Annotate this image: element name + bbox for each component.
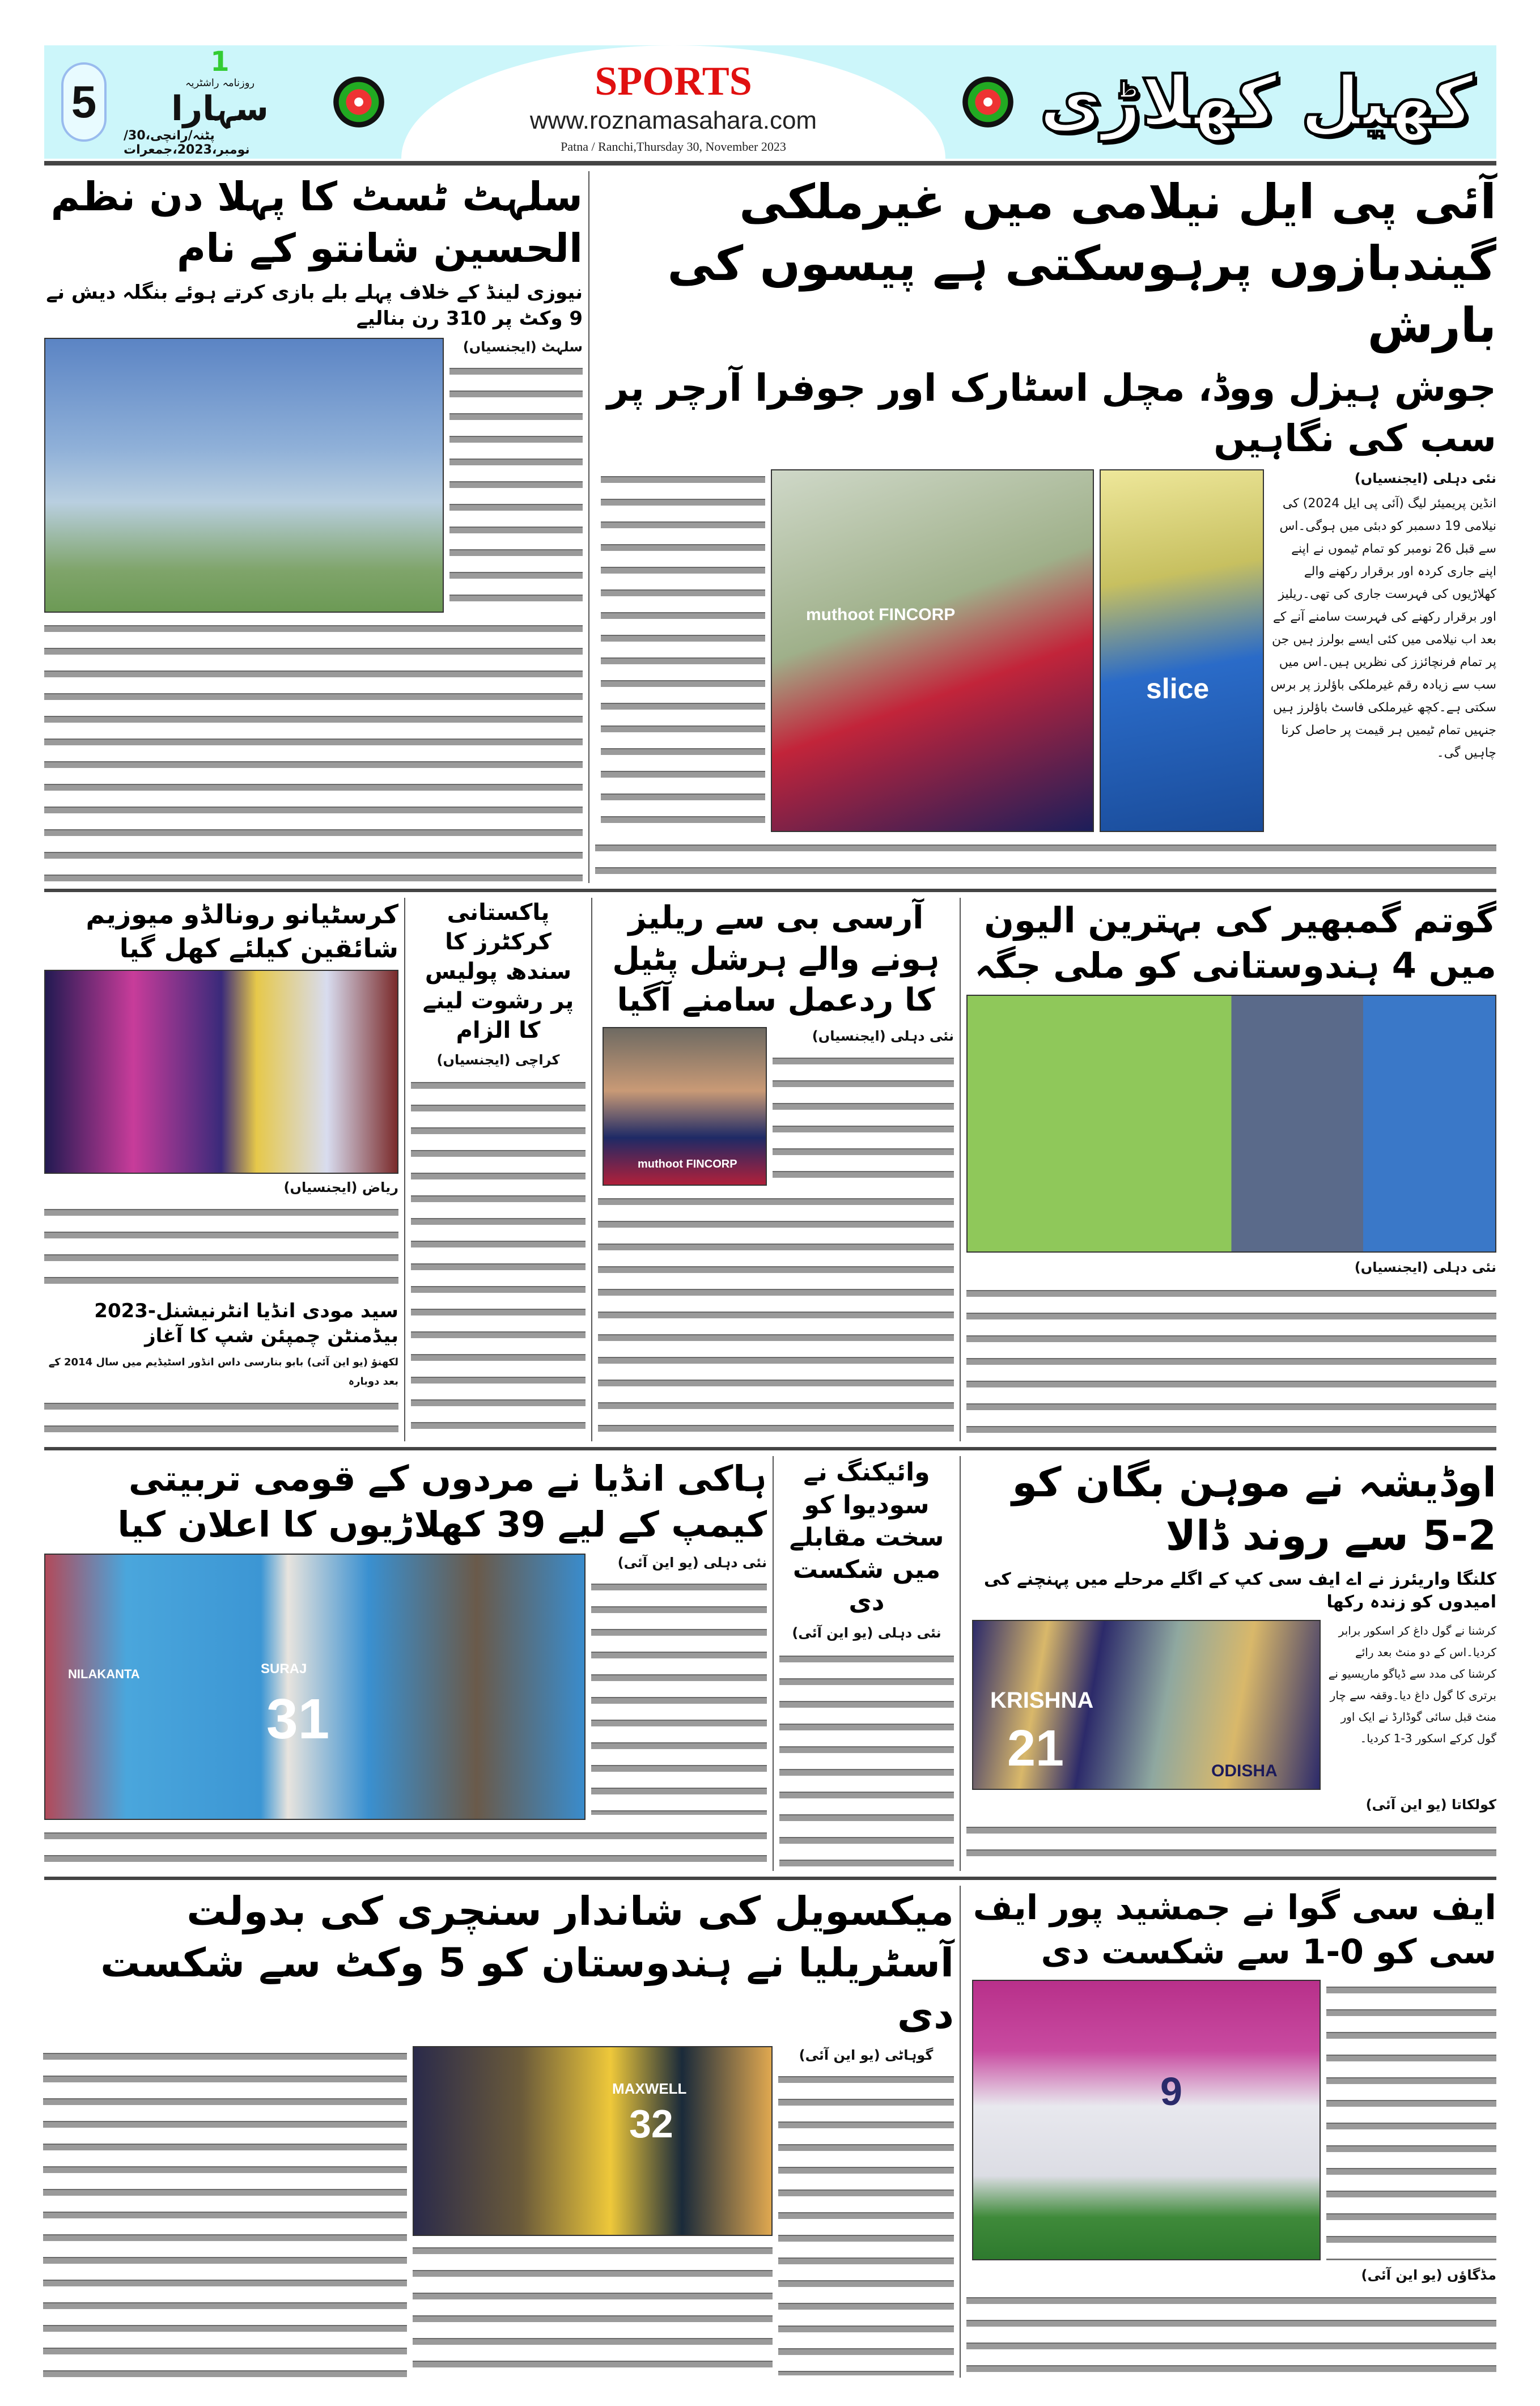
emblem-icon [962, 77, 1013, 128]
article-text-lines [591, 1577, 767, 1815]
article-text-lines [44, 1202, 398, 1293]
article-text-lines [779, 1649, 954, 1871]
emblem-icon [333, 77, 384, 128]
photo-jersey-text: muthoot FINCORP [806, 605, 956, 624]
photo-jersey-text: ODISHA [1211, 1761, 1278, 1780]
dateline: کراچی (ایجنسیاں) [436, 1051, 560, 1068]
article-ronaldo-museum [44, 898, 398, 1293]
photo-harshal-patel [603, 1027, 767, 1186]
photo-jersey-number: 21 [1007, 1720, 1064, 1777]
article-text-lines [44, 1396, 398, 1441]
article-hockey-india [44, 1456, 774, 1870]
article-text-lines [449, 361, 583, 605]
photo-jersey-text: MAXWELL [612, 2080, 687, 2097]
article-text-lines [413, 2240, 773, 2377]
photo-fc-goa [972, 1980, 1321, 2260]
left-column [44, 898, 405, 1442]
article-ipl-auction [589, 171, 1496, 883]
dateline: نئی دہلی (یو این آئی) [617, 1554, 767, 1571]
news-row [44, 889, 1496, 1448]
website-link[interactable]: www.roznamasahara.com [529, 106, 817, 134]
logo-prefix: روزنامہ راشٹریہ [185, 77, 255, 90]
masthead [44, 45, 1496, 159]
dateline: ریاض (ایجنسیاں) [283, 1179, 398, 1196]
article-maxwell-century [44, 1886, 961, 2378]
article-text-lines [778, 2069, 954, 2375]
article-vijayanagar [774, 1456, 961, 1870]
article-odisha-fc [961, 1456, 1496, 1870]
headline: سلہٹ ٹسٹ کا پہلا دن نظم الحسین شانتو کے نام [50, 173, 583, 271]
dateline: نئی دہلی (یو این آئی) [792, 1625, 941, 1641]
article-text-lines [598, 1191, 954, 1441]
article-syed-modi-badminton [44, 1299, 398, 1441]
article-body: لکھنؤ (یو این آئی) بابو بنارسی داس انڈور اسٹیڈیم میں سال 2014 کے بعد دوبارہ [48, 1356, 398, 1388]
article-fc-goa [961, 1886, 1496, 2378]
photo-hockey-team [44, 1554, 586, 1820]
photo-maxwell [413, 2046, 773, 2236]
photo-jersey-number: 31 [266, 1687, 330, 1751]
section-title-urdu: کھیل کھلاڑی [1039, 62, 1474, 141]
photo-hazlewood [771, 469, 1094, 832]
photo-gambhir [966, 995, 1496, 1253]
page-number: 5 [61, 62, 107, 142]
article-text-lines [966, 1283, 1496, 1442]
newspaper-logo [124, 46, 316, 157]
subheadline: جوش ہیزل ووڈ، مچل اسٹارک اور جوفرا آرچر پر سب کی نگاہیں [606, 366, 1496, 460]
section-title: SPORTS [595, 58, 752, 104]
article-sylhet-test [44, 171, 589, 883]
subheadline: نیوزی لینڈ کے خلاف پہلے بلے بازی کرتے ہوئے بنگلہ دیش نے 9 وکٹ پر 310 رن بنالیے [46, 281, 583, 330]
article-text-lines [966, 1820, 1496, 1870]
article-text-lines [44, 1826, 767, 1871]
headline: گوتم گمبھیر کی بہترین الیون میں 4 ہندوستانی کو ملی جگہ [974, 899, 1496, 987]
article-text-lines [44, 618, 583, 883]
headline: میکسویل کی شاندار سنچری کی بدولت آسٹریلیا نے ہندوستان کو 5 وکٹ سے شکست دی [100, 1887, 954, 2038]
photo-jersey-text: NILAKANTA [68, 1666, 140, 1681]
dateline: کولکاتا (یو این آئی) [1365, 1796, 1496, 1813]
photo-jersey-number: 32 [629, 2101, 673, 2146]
logo-name: سہارا [171, 89, 269, 129]
photo-jersey-text: slice [1146, 672, 1210, 705]
news-row [44, 1877, 1496, 2383]
article-gambhir [961, 898, 1496, 1442]
article-text-lines [595, 838, 1496, 883]
headline: آرسی بی سے ریلیز ہونے والے ہرشل پٹیل کا ردعمل سامنے آگیا [612, 899, 940, 1019]
dateline: سلہٹ (ایجنسیاں) [463, 338, 583, 355]
edition-date: Patna / Ranchi,Thursday 30, November 2023 [561, 139, 786, 154]
photo-ronaldo-museum [44, 970, 398, 1174]
article-harshal-patel [592, 898, 961, 1442]
subheadline: کلنگا واریئرز نے اے ایف سی کپ کے اگلے مرحلے میں پہنچنے کی امیدوں کو زندہ رکھا [983, 1569, 1496, 1612]
headline: وائیکنگ نے سودیوا کو سخت مقابلے میں شکست دی [789, 1458, 944, 1617]
dateline: نئی دہلی (ایجنسیاں) [812, 1028, 954, 1045]
photo-odisha-fc [972, 1620, 1321, 1790]
dateline: مڈگاؤں (یو این آئی) [1361, 2267, 1496, 2283]
article-pakistan-cricketers [405, 898, 592, 1442]
photo-archer [1100, 469, 1264, 832]
headline: ہاکی انڈیا نے مردوں کے قومی تربیتی کیمپ کے لیے 39 کھلاڑیوں کا اعلان کیا [117, 1458, 767, 1545]
masthead-center [401, 45, 945, 159]
logo-numeral: 1 [210, 46, 230, 78]
article-text-lines [601, 469, 765, 832]
article-body: کرشنا نے گول داغ کر اسکور برابر کردیا۔اس کے دو منٹ بعد رائے کرشنا کی مدد سے ڈیاگو ماریسیو نے برتری کا گول داغ دیا۔وقفہ سے چار منٹ قبل سائی گوڈارڈ نے ایک اور گول کرکے اسکور 3-1 کردیا۔ [1328, 1623, 1496, 1745]
headline: پاکستانی کرکٹرز کا سندھ پولیس پر رشوت لینے کا الزام [422, 899, 574, 1043]
article-text-lines [1326, 1980, 1496, 2260]
headline: کرسٹیانو رونالڈو میوزیم شائقین کیلئے کھل گیا [86, 898, 398, 964]
photo-sylhet-test [44, 338, 444, 613]
urdu-date: پٹنہ/رانچی،30/نومبر،2023،جمعرات [124, 129, 250, 158]
dateline: نئی دہلی (ایجنسیاں) [1354, 1259, 1496, 1275]
article-body: انڈین پریمیئر لیگ (آئی پی ایل 2024) کی نیلامی 19 دسمبر کو دبئی میں ہوگی۔اس سے قبل 26 نومبر کو تمام ٹیموں نے اپنے اپنے جاری کردہ اور برقرار رکھنے والے کھلاڑیوں کی فہرست جاری کی تھی۔ریلیز اور برقرار رکھنے کی فہرست سامنے آنے کے بعد اب نیلامی میں کئی ایسے بولرز ہیں جن پر تمام فرنچائزز کی نظریں ہیں۔اس میں سب سے زیادہ رقم غیرملکی باؤلرز پر برس سکتی ہے۔کچھ غیرملکی فاسٹ باؤلرز ہیں جنہیں تمام ٹیمیں ہر قیمت پر حاصل کرنا چاہیں گی۔ [1270, 497, 1496, 761]
news-row [44, 166, 1496, 889]
dateline: گوہاٹی (یو این آئی) [799, 2047, 934, 2063]
article-text-lines [43, 2046, 407, 2378]
headline: آئی پی ایل نیلامی میں غیرملکی گیندبازوں پرہوسکتی ہے پیسوں کی بارش [667, 174, 1496, 354]
article-text-lines [411, 1075, 586, 1441]
headline: ایف سی گوا نے جمشید پور ایف سی کو 0-1 سے شکست دی [973, 1887, 1496, 1972]
article-text-lines [966, 2290, 1496, 2377]
photo-jersey-text: SURAJ [261, 1661, 307, 1677]
photo-jersey-number: 9 [1160, 2069, 1182, 2114]
headline: سید مودی انڈیا انٹرنیشنل-2023 بیڈمنٹن چمپئن شپ کا آغاز [94, 1299, 398, 1348]
news-row [44, 1447, 1496, 1876]
headline: اوڈیشہ نے موہن بگان کو 2-5 سے روند ڈالا [1012, 1458, 1496, 1559]
photo-jersey-text: muthoot FINCORP [638, 1158, 737, 1171]
divider [44, 161, 1496, 166]
article-text-lines [773, 1051, 954, 1181]
dateline: نئی دہلی (ایجنسیاں) [1354, 470, 1496, 486]
photo-jersey-text: KRISHNA [990, 1687, 1094, 1713]
